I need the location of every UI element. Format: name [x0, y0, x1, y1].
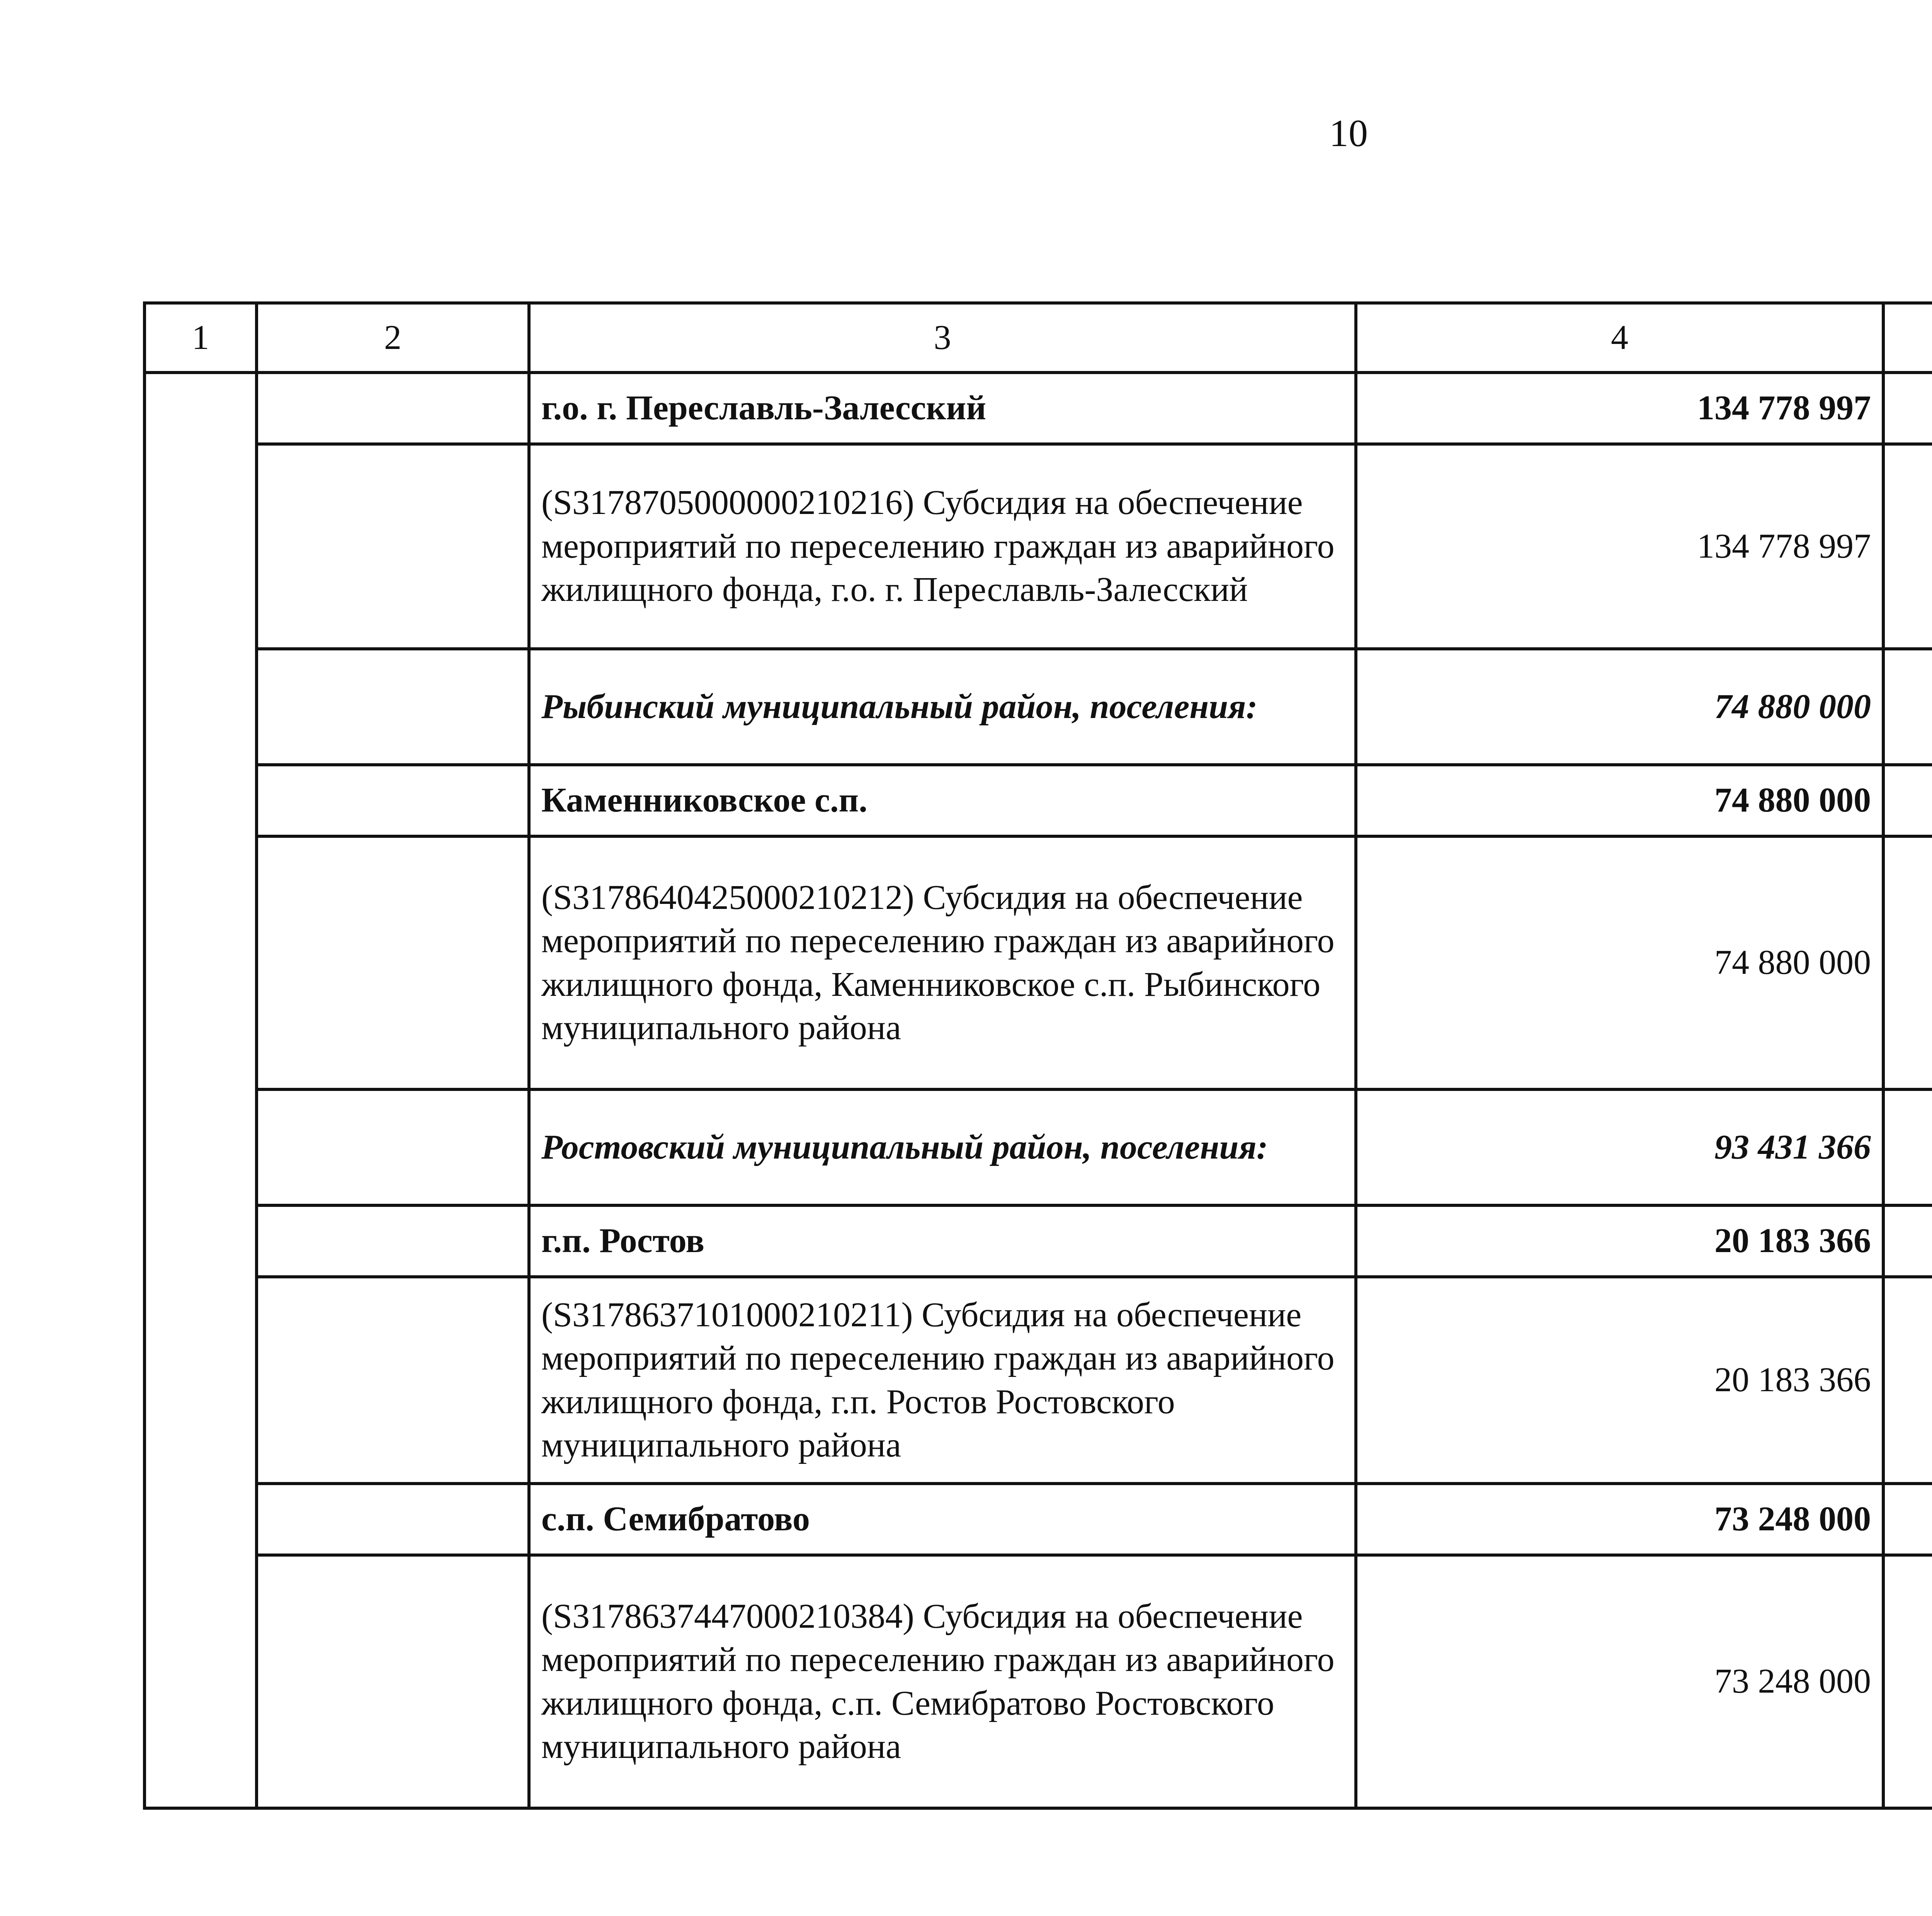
empty-cell: [257, 373, 529, 444]
value-cell: 74 880 000: [1356, 765, 1883, 836]
table-header-row: [145, 303, 1932, 373]
row-name: Рыбинский муниципальный район, поселения:: [529, 649, 1356, 765]
header-cell: 1: [145, 303, 257, 373]
table-row: [145, 1089, 1932, 1205]
empty-cell: [257, 1205, 529, 1277]
row-name: Каменниковское с.п.: [529, 765, 1356, 836]
table-row: [145, 444, 1932, 649]
empty-cell: [257, 836, 529, 1089]
value-cell: 20 183 366: [1356, 1205, 1883, 1277]
row-name: г.п. Ростов: [529, 1205, 1356, 1277]
header-cell: 4: [1356, 303, 1883, 373]
empty-cell: [257, 1555, 529, 1808]
empty-cell: [257, 765, 529, 836]
value-cell: [1883, 444, 1932, 649]
page-number: 10: [1329, 112, 1368, 155]
value-cell: [1883, 373, 1932, 444]
table-row: [145, 765, 1932, 836]
value-cell: [1883, 1089, 1932, 1205]
value-cell: 74 880 000: [1356, 836, 1883, 1089]
row-name: (S3178637447000210384) Субсидия на обеспечение мероприятий по переселению граждан из аварийного жилищного фонда, с.п. Семибратово Ростовского муниципального района: [529, 1555, 1356, 1808]
value-cell: 74 880 000: [1356, 649, 1883, 765]
value-cell: [1883, 649, 1932, 765]
value-cell: [1883, 765, 1932, 836]
empty-cell: [145, 373, 257, 1808]
table-row: [145, 1555, 1932, 1808]
empty-cell: [257, 444, 529, 649]
value-cell: [1883, 836, 1932, 1089]
empty-cell: [257, 1277, 529, 1484]
table-row: [145, 1277, 1932, 1484]
header-cell: [1883, 303, 1932, 373]
row-name: г.о. г. Переславль-Залесский: [529, 373, 1356, 444]
value-cell: [1883, 1484, 1932, 1555]
header-cell: 2: [257, 303, 529, 373]
value-cell: 134 778 997: [1356, 373, 1883, 444]
table-row: [145, 836, 1932, 1089]
row-name: Ростовский муниципальный район, поселения:: [529, 1089, 1356, 1205]
value-cell: 73 248 000: [1356, 1555, 1883, 1808]
value-cell: [1883, 1277, 1932, 1484]
table-row: [145, 1484, 1932, 1555]
value-cell: [1883, 1205, 1932, 1277]
empty-cell: [257, 649, 529, 765]
value-cell: 93 431 366: [1356, 1089, 1883, 1205]
value-cell: 134 778 997: [1356, 444, 1883, 649]
empty-cell: [257, 1089, 529, 1205]
row-name: (S3178705000000210216) Субсидия на обеспечение мероприятий по переселению граждан из аварийного жилищного фонда, г.о. г. Переславль-Залесский: [529, 444, 1356, 649]
empty-cell: [257, 1484, 529, 1555]
value-cell: [1883, 1555, 1932, 1808]
table-row: [145, 649, 1932, 765]
row-name: (S3178640425000210212) Субсидия на обеспечение мероприятий по переселению граждан из аварийного жилищного фонда, Каменниковское с.п. Рыбинского муниципального района: [529, 836, 1356, 1089]
budget-table: [143, 301, 1932, 1810]
header-cell: 3: [529, 303, 1356, 373]
row-name: с.п. Семибратово: [529, 1484, 1356, 1555]
table-row: [145, 373, 1932, 444]
value-cell: 73 248 000: [1356, 1484, 1883, 1555]
row-name: (S3178637101000210211) Субсидия на обеспечение мероприятий по переселению граждан из аварийного жилищного фонда, г.п. Ростов Ростовского муниципального района: [529, 1277, 1356, 1484]
value-cell: 20 183 366: [1356, 1277, 1883, 1484]
table-row: [145, 1205, 1932, 1277]
